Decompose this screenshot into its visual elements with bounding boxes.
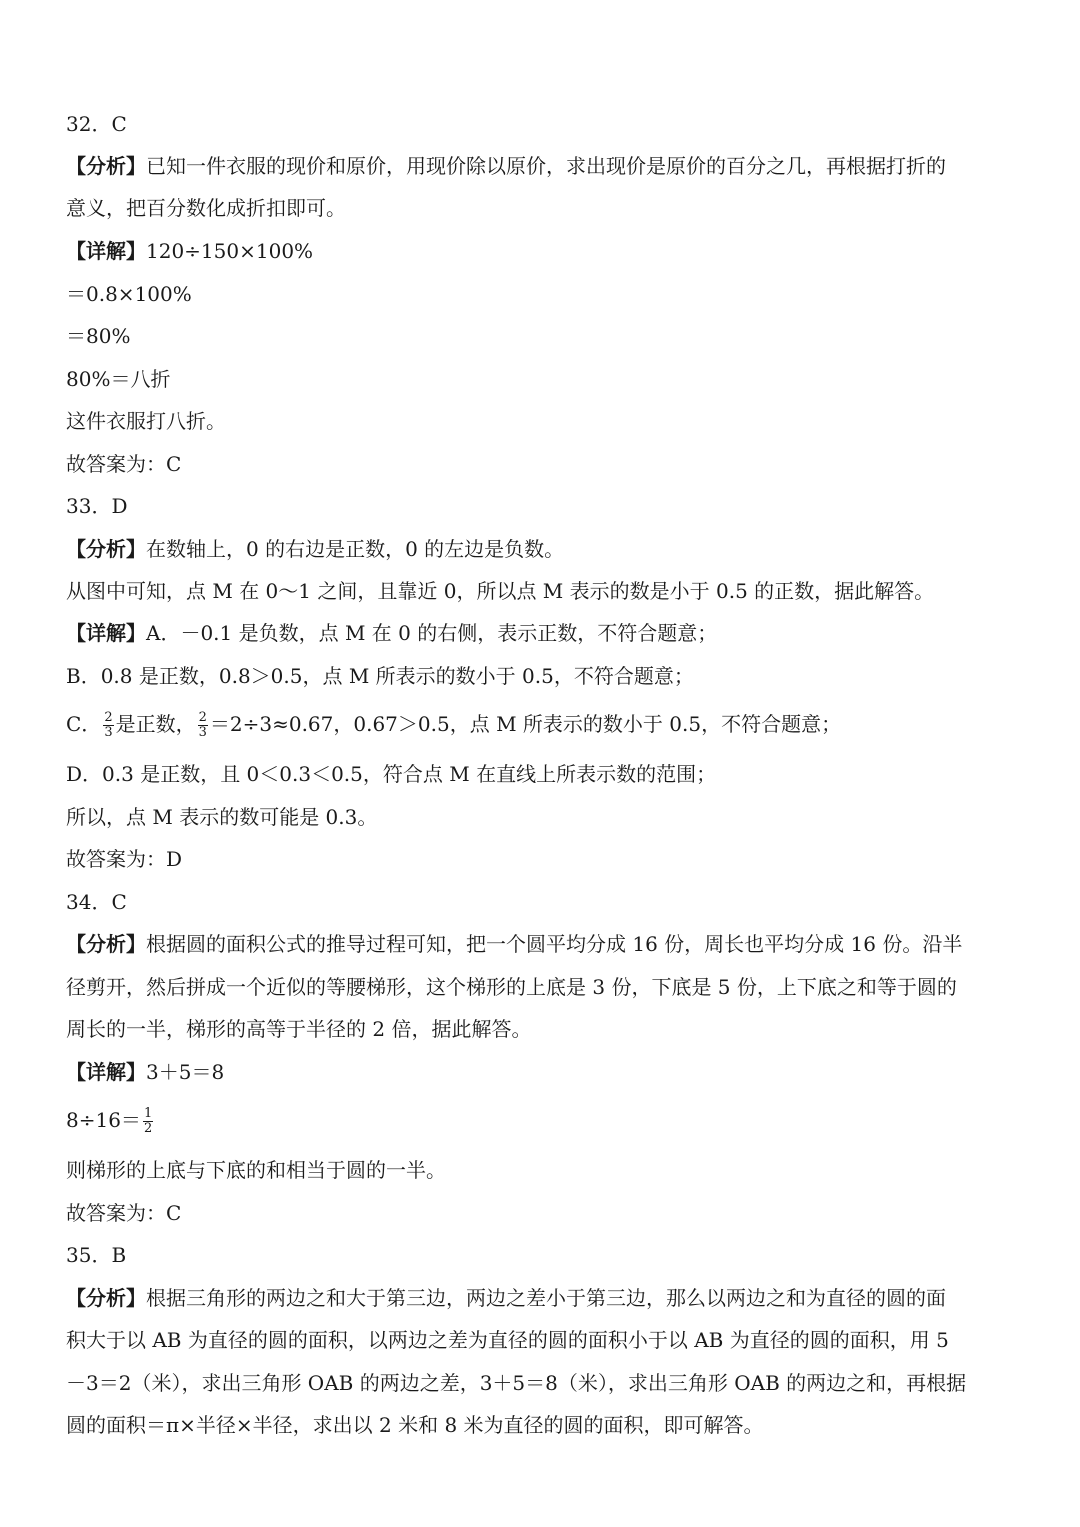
fraction-two-thirds: $\frac{2}{3}$ bbox=[198, 710, 207, 740]
q32-analysis-line-2: 意义，把百分数化成折扣即可。 bbox=[66, 196, 346, 220]
q34-analysis-line-1: 【分析】根据圆的面积公式的推导过程可知，把一个圆平均分成 16 份，周长也平均分成 16 份。沿半 bbox=[66, 932, 963, 956]
q35-analysis-line-1: 【分析】根据三角形的两边之和大于第三边，两边之差小于第三边，那么以两边之和为直径的圆的面 bbox=[66, 1286, 946, 1310]
q34-heading: 34．C bbox=[66, 890, 127, 914]
q32-detail-line-5: 这件衣服打八折。 bbox=[66, 409, 226, 433]
fraction-one-half: $\frac{1}{2}$ bbox=[143, 1106, 153, 1136]
analysis-tag: 【分析】 bbox=[66, 537, 146, 561]
q35-analysis-line-4: 圆的面积＝π×半径×半径，求出以 2 米和 8 米为直径的圆的面积，即可解答。 bbox=[66, 1413, 764, 1437]
analysis-tag: 【分析】 bbox=[66, 932, 146, 956]
q34-detail-line-1: 【详解】3＋5＝8 bbox=[66, 1060, 225, 1084]
q32-analysis-line-1: 【分析】已知一件衣服的现价和原价，用现价除以原价，求出现价是原价的百分之几，再根据打折的 bbox=[66, 154, 946, 178]
q32-detail-line-2: ＝0.8×100% bbox=[66, 282, 192, 306]
q33-detail-line-3: C． $\frac{2}{3}$ 是正数， $\frac{2}{3}$ ＝2÷3≈0.67，0.67＞0.5，点 M 所表示的数小于 0.5，不符合题意； bbox=[66, 710, 842, 740]
q32-detail-line-4: 80%＝八折 bbox=[66, 367, 171, 391]
detail-tag: 【详解】 bbox=[66, 1060, 146, 1084]
q33-heading: 33．D bbox=[66, 494, 128, 518]
q33-analysis-line-1: 【分析】在数轴上，0 的右边是正数，0 的左边是负数。 bbox=[66, 537, 565, 561]
q34-analysis-line-2: 径剪开，然后拼成一个近似的等腰梯形，这个梯形的上底是 3 份，下底是 5 份，上下底之和等于圆的 bbox=[66, 975, 957, 999]
q33-detail-line-2: B．0.8 是正数，0.8＞0.5，点 M 所表示的数小于 0.5，不符合题意； bbox=[66, 664, 694, 688]
q34-detail-line-3: 则梯形的上底与下底的和相当于圆的一半。 bbox=[66, 1158, 446, 1182]
q34-detail-line-2: 8÷16＝ $\frac{1}{2}$ bbox=[66, 1106, 153, 1136]
q34-answer: 故答案为：C bbox=[66, 1201, 182, 1225]
q35-analysis-line-2: 积大于以 AB 为直径的圆的面积，以两边之差为直径的圆的面积小于以 AB 为直径的圆的面积，用 5 bbox=[66, 1328, 949, 1352]
q35-heading: 35．B bbox=[66, 1243, 127, 1267]
q33-detail-line-5: 所以，点 M 表示的数可能是 0.3。 bbox=[66, 805, 378, 829]
q32-answer: 故答案为：C bbox=[66, 452, 182, 476]
detail-tag: 【详解】 bbox=[66, 239, 146, 263]
q32-detail-line-3: ＝80% bbox=[66, 324, 131, 348]
q33-detail-line-1: 【详解】A．－0.1 是负数，点 M 在 0 的右侧，表示正数，不符合题意； bbox=[66, 621, 718, 645]
q35-analysis-line-3: －3＝2（米），求出三角形 OAB 的两边之差，3＋5＝8（米），求出三角形 OAB 的两边之和，再根据 bbox=[66, 1371, 967, 1395]
q33-answer: 故答案为：D bbox=[66, 847, 183, 871]
q33-detail-line-4: D．0.3 是正数，且 0＜0.3＜0.5，符合点 M 在直线上所表示数的范围； bbox=[66, 762, 717, 786]
q32-detail-line-1: 【详解】120÷150×100% bbox=[66, 239, 314, 263]
q34-analysis-line-3: 周长的一半，梯形的高等于半径的 2 倍，据此解答。 bbox=[66, 1017, 532, 1041]
q33-analysis-line-2: 从图中可知，点 M 在 0～1 之间，且靠近 0，所以点 M 表示的数是小于 0.5 的正数，据此解答。 bbox=[66, 579, 935, 603]
detail-tag: 【详解】 bbox=[66, 621, 146, 645]
q32-heading: 32．C bbox=[66, 112, 127, 136]
fraction-two-thirds: $\frac{2}{3}$ bbox=[104, 710, 113, 740]
analysis-tag: 【分析】 bbox=[66, 1286, 146, 1310]
analysis-tag: 【分析】 bbox=[66, 154, 146, 178]
